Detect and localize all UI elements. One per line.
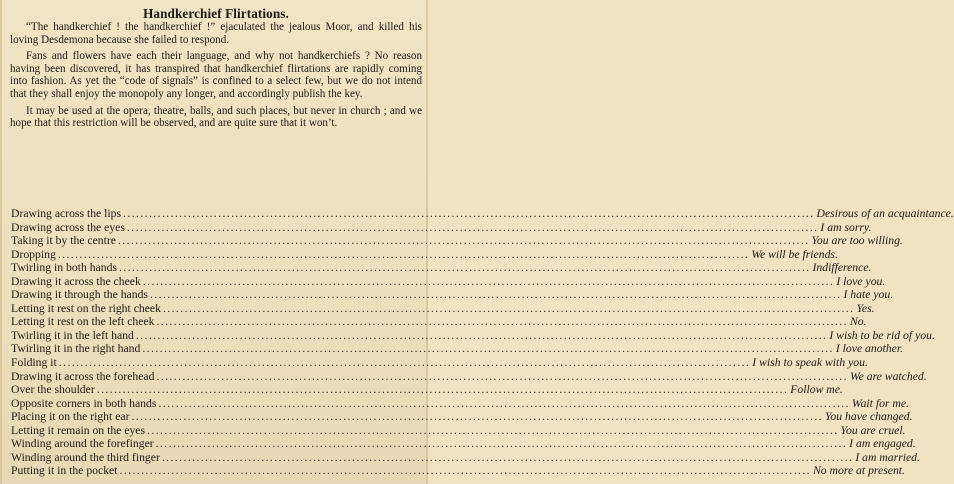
dot-leader: ................................................................................................................................................................: [158, 396, 850, 410]
signal-row: [11, 207, 954, 221]
intro-paragraph: Fans and flowers have each their language, and why not handkerchiefs ? No reason having been discovered, it has transpired that handkerchief flirtations are rapidly coming into fashion. As yet the “code of signals” is confined to a select few, but we do not intend that they shall enjoy the monopoly any longer, and accordingly publish the key.: [10, 50, 422, 100]
signal-meaning: Yes.: [856, 301, 875, 315]
signal-action: Putting it in the pocket: [11, 464, 118, 478]
signal-meaning: You are cruel.: [840, 423, 906, 437]
dot-leader: ................................................................................................................................................................: [119, 464, 811, 478]
dot-leader: ................................................................................................................................................................: [149, 288, 842, 302]
dot-leader: ................................................................................................................................................................: [161, 450, 854, 464]
signal-row: [11, 423, 906, 438]
dot-leader: ................................................................................................................................................................: [123, 207, 815, 220]
dot-leader: ................................................................................................................................................................: [156, 315, 848, 329]
signal-meaning: No.: [849, 315, 867, 329]
signal-action: Drawing it across the forehead: [11, 369, 155, 383]
dot-leader: ................................................................................................................................................................: [131, 410, 823, 424]
signal-meaning: I love another.: [835, 342, 904, 356]
signal-meaning: You have changed.: [824, 410, 913, 424]
signal-meaning: No more at present.: [812, 464, 905, 478]
dot-leader: ................................................................................................................................................................: [57, 247, 750, 261]
signal-row: [11, 396, 909, 411]
signal-meaning: We will be friends.: [751, 247, 838, 261]
signal-meaning: We are watched.: [849, 369, 927, 383]
dot-leader: ................................................................................................................................................................: [142, 342, 834, 356]
dot-leader: ................................................................................................................................................................: [119, 261, 811, 275]
signal-action: Twirling it in the left hand: [11, 328, 134, 342]
signal-action: Drawing across the eyes: [11, 220, 125, 234]
signal-meaning: Indifference.: [812, 261, 872, 275]
signal-action: Folding it: [11, 356, 57, 370]
signal-row: [11, 261, 872, 275]
signal-row: [11, 342, 904, 356]
signal-action: Winding around the third finger: [11, 450, 160, 464]
dot-leader: ................................................................................................................................................................: [162, 301, 855, 315]
signal-row: [11, 464, 905, 478]
signal-meaning: I am married.: [855, 450, 920, 464]
signal-meaning: You are too willing.: [811, 234, 903, 248]
article-title: Handkerchief Flirtations.: [143, 6, 289, 21]
signal-row: [11, 356, 868, 370]
signal-meaning: I wish to be rid of you.: [829, 328, 935, 342]
dot-leader: ................................................................................................................................................................: [58, 356, 751, 370]
signal-row: [11, 301, 875, 316]
signal-meaning: I hate you.: [843, 288, 894, 302]
signal-row: [11, 328, 935, 343]
dot-leader: ................................................................................................................................................................: [126, 220, 819, 234]
signal-action: Dropping: [11, 247, 56, 261]
signal-action: Winding around the forefinger: [11, 437, 154, 451]
dot-leader: ................................................................................................................................................................: [117, 234, 810, 248]
signal-action: Drawing it through the hands: [11, 288, 148, 302]
signal-row: [11, 383, 843, 397]
signal-meaning: I am engaged.: [849, 437, 916, 451]
signal-list: [11, 207, 954, 478]
signal-meaning: I love you.: [836, 274, 886, 288]
signal-action: Twirling it in the right hand: [11, 342, 141, 356]
signal-action: Opposite corners in both hands: [11, 396, 157, 410]
signal-row: [11, 450, 920, 465]
signal-action: Taking it by the centre: [11, 234, 116, 248]
intro-paragraph: “The handkerchief ! the handkerchief !” ejaculated the jealous Moor, and killed his loving Desdemona because she failed to respond.: [10, 21, 422, 46]
signal-action: Letting it rest on the left cheek: [11, 315, 155, 329]
intro-text: [10, 21, 422, 130]
signal-row: [11, 437, 916, 451]
signal-row: [11, 247, 838, 262]
signal-row: [11, 274, 886, 289]
signal-action: Drawing across the lips: [11, 207, 122, 220]
signal-action: Drawing it across the cheek: [11, 274, 141, 288]
signal-action: Over the shoulder: [11, 383, 95, 397]
signal-action: Twirling in both hands: [11, 261, 117, 275]
intro-paragraph: It may be used at the opera, theatre, balls, and such places, but never in church ; and we hope that this restriction will be observed, and are quite sure that it won’t.: [10, 104, 422, 130]
signal-action: Letting it remain on the eyes: [11, 423, 146, 437]
signal-meaning: Desirous of an acquaintance.: [816, 207, 954, 220]
dot-leader: ................................................................................................................................................................: [156, 369, 848, 383]
dot-leader: ................................................................................................................................................................: [155, 437, 848, 451]
signal-meaning: Wait for me.: [851, 396, 909, 410]
signal-meaning: I am sorry.: [820, 220, 872, 234]
dot-leader: ................................................................................................................................................................: [96, 383, 789, 397]
signal-action: Letting it rest on the right cheek: [11, 301, 161, 315]
signal-row: [11, 220, 872, 235]
signal-row: [11, 369, 927, 384]
signal-row: [11, 410, 913, 424]
signal-row: [11, 288, 894, 302]
signal-action: Placing it on the right ear: [11, 410, 130, 424]
dot-leader: ................................................................................................................................................................: [135, 328, 828, 342]
dot-leader: ................................................................................................................................................................: [147, 423, 839, 437]
signal-meaning: Follow me.: [790, 383, 843, 397]
signal-row: [11, 315, 867, 329]
signal-row: [11, 234, 903, 248]
dot-leader: ................................................................................................................................................................: [142, 274, 835, 288]
signal-meaning: I wish to speak with you.: [752, 356, 868, 370]
